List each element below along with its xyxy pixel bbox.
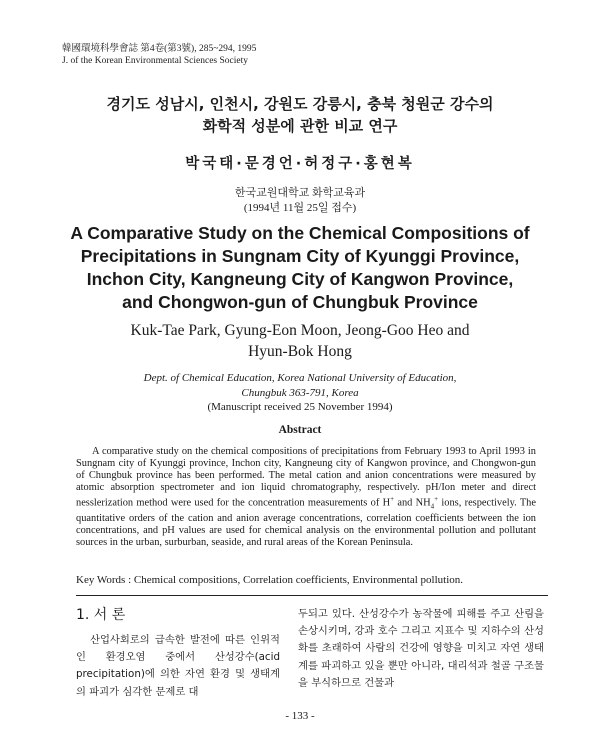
english-title-line-2: Precipitations in Sungnam City of Kyunggi Province,	[80, 246, 520, 266]
english-affiliation	[0, 371, 600, 415]
korean-title	[0, 93, 600, 137]
english-authors-line-2: Hyun-Bok Hong	[248, 343, 352, 360]
korean-authors: 박국태·문경언·허정구·홍현복	[185, 156, 415, 172]
journal-citation-english: J. of the Korean Environmental Sciences Society	[62, 56, 248, 66]
hydrogen-ion-superscript: +	[390, 494, 395, 503]
abstract-text-part-2: and NH	[394, 497, 431, 509]
english-affiliation-address: Chungbuk 363-791, Korea	[241, 386, 359, 399]
page-number: - 133 -	[285, 710, 315, 722]
english-title-line-1: A Comparative Study on the Chemical Compositions of	[70, 223, 530, 243]
english-affiliation-dept: Dept. of Chemical Education, Korea National University of Education,	[143, 372, 457, 384]
body-column-left: 산업사회로의 급속한 발전에 따른 인위적인 환경오염 중에서 산성강수(acid precipitation)에 의한 자연 환경 및 생태계의 파괴가 심각한 문제로 대	[76, 634, 280, 698]
manuscript-received: (Manuscript received 25 November 1994)	[207, 401, 393, 413]
abstract-text	[76, 446, 536, 549]
korean-received-date: (1994년 11월 25일 접수)	[243, 202, 357, 214]
korean-title-line-1: 경기도 성남시, 인천시, 강원도 강릉시, 충북 청원군 강수의	[106, 95, 494, 113]
section-divider	[76, 595, 548, 596]
korean-title-line-2: 화학적 성분에 관한 비교 연구	[202, 117, 398, 135]
journal-citation	[62, 43, 256, 67]
keywords: Key Words : Chemical compositions, Correlation coefficients, Environmental pollution.	[76, 574, 463, 586]
journal-citation-korean: 韓國環境科學會誌 第4卷(第3號), 285~294, 1995	[62, 44, 257, 54]
english-title-line-4: and Chongwon-gun of Chungbuk Province	[122, 292, 478, 312]
abstract-heading: Abstract	[278, 424, 322, 436]
ammonium-subscript: 4	[430, 502, 435, 511]
english-authors-line-1: Kuk-Tae Park, Gyung-Eon Moon, Jeong-Goo Heo and	[130, 322, 470, 339]
body-column-right: 두되고 있다. 산성강수가 농작물에 피해를 주고 산림을 손상시키며, 강과 호수 그리고 지표수 및 지하수의 산성화를 초래하여 사람의 건강에 영향을 미치고 자연 생태계를 파괴하고 있을 뿐만 아니라, 대리석과 철골 구조물을 부식하므로 건물과	[298, 608, 544, 689]
korean-affiliation-dept: 한국교원대학교 화학교육과	[234, 187, 366, 199]
english-title	[0, 222, 600, 314]
korean-affiliation	[0, 186, 600, 216]
english-title-line-3: Inchon City, Kangneung City of Kangwon Province,	[86, 269, 514, 289]
ammonium-superscript: +	[434, 494, 439, 503]
section-title-introduction: 1. 서 론	[76, 607, 126, 623]
abstract-text-part-3: ions, respectively. The quantitative orders of the cation and anion average concentrations, correlation coefficients between the ion concentrations, and pH values are used for chemical analysis on the environmental pollution and pollutant sources in the urban, surburban, seaside, and rural areas of the Korean Peninsula.	[76, 497, 536, 548]
english-authors	[0, 320, 600, 362]
abstract-text-part-1: A comparative study on the chemical compositions of precipitations from February 1993 to April 1993 in Sungnam city of Kyunggi province, Inchon city, Kangneung city of Kangwon province, and Chongwon-gun of Chungbuk province has been performed. The metal cation and anion concentrations were measured by atomic absorption spectrometer and ion liquid chromatography, respectively. pH/Ion meter and direct nesslerization method were used for the concentration measurements of H	[76, 446, 536, 509]
